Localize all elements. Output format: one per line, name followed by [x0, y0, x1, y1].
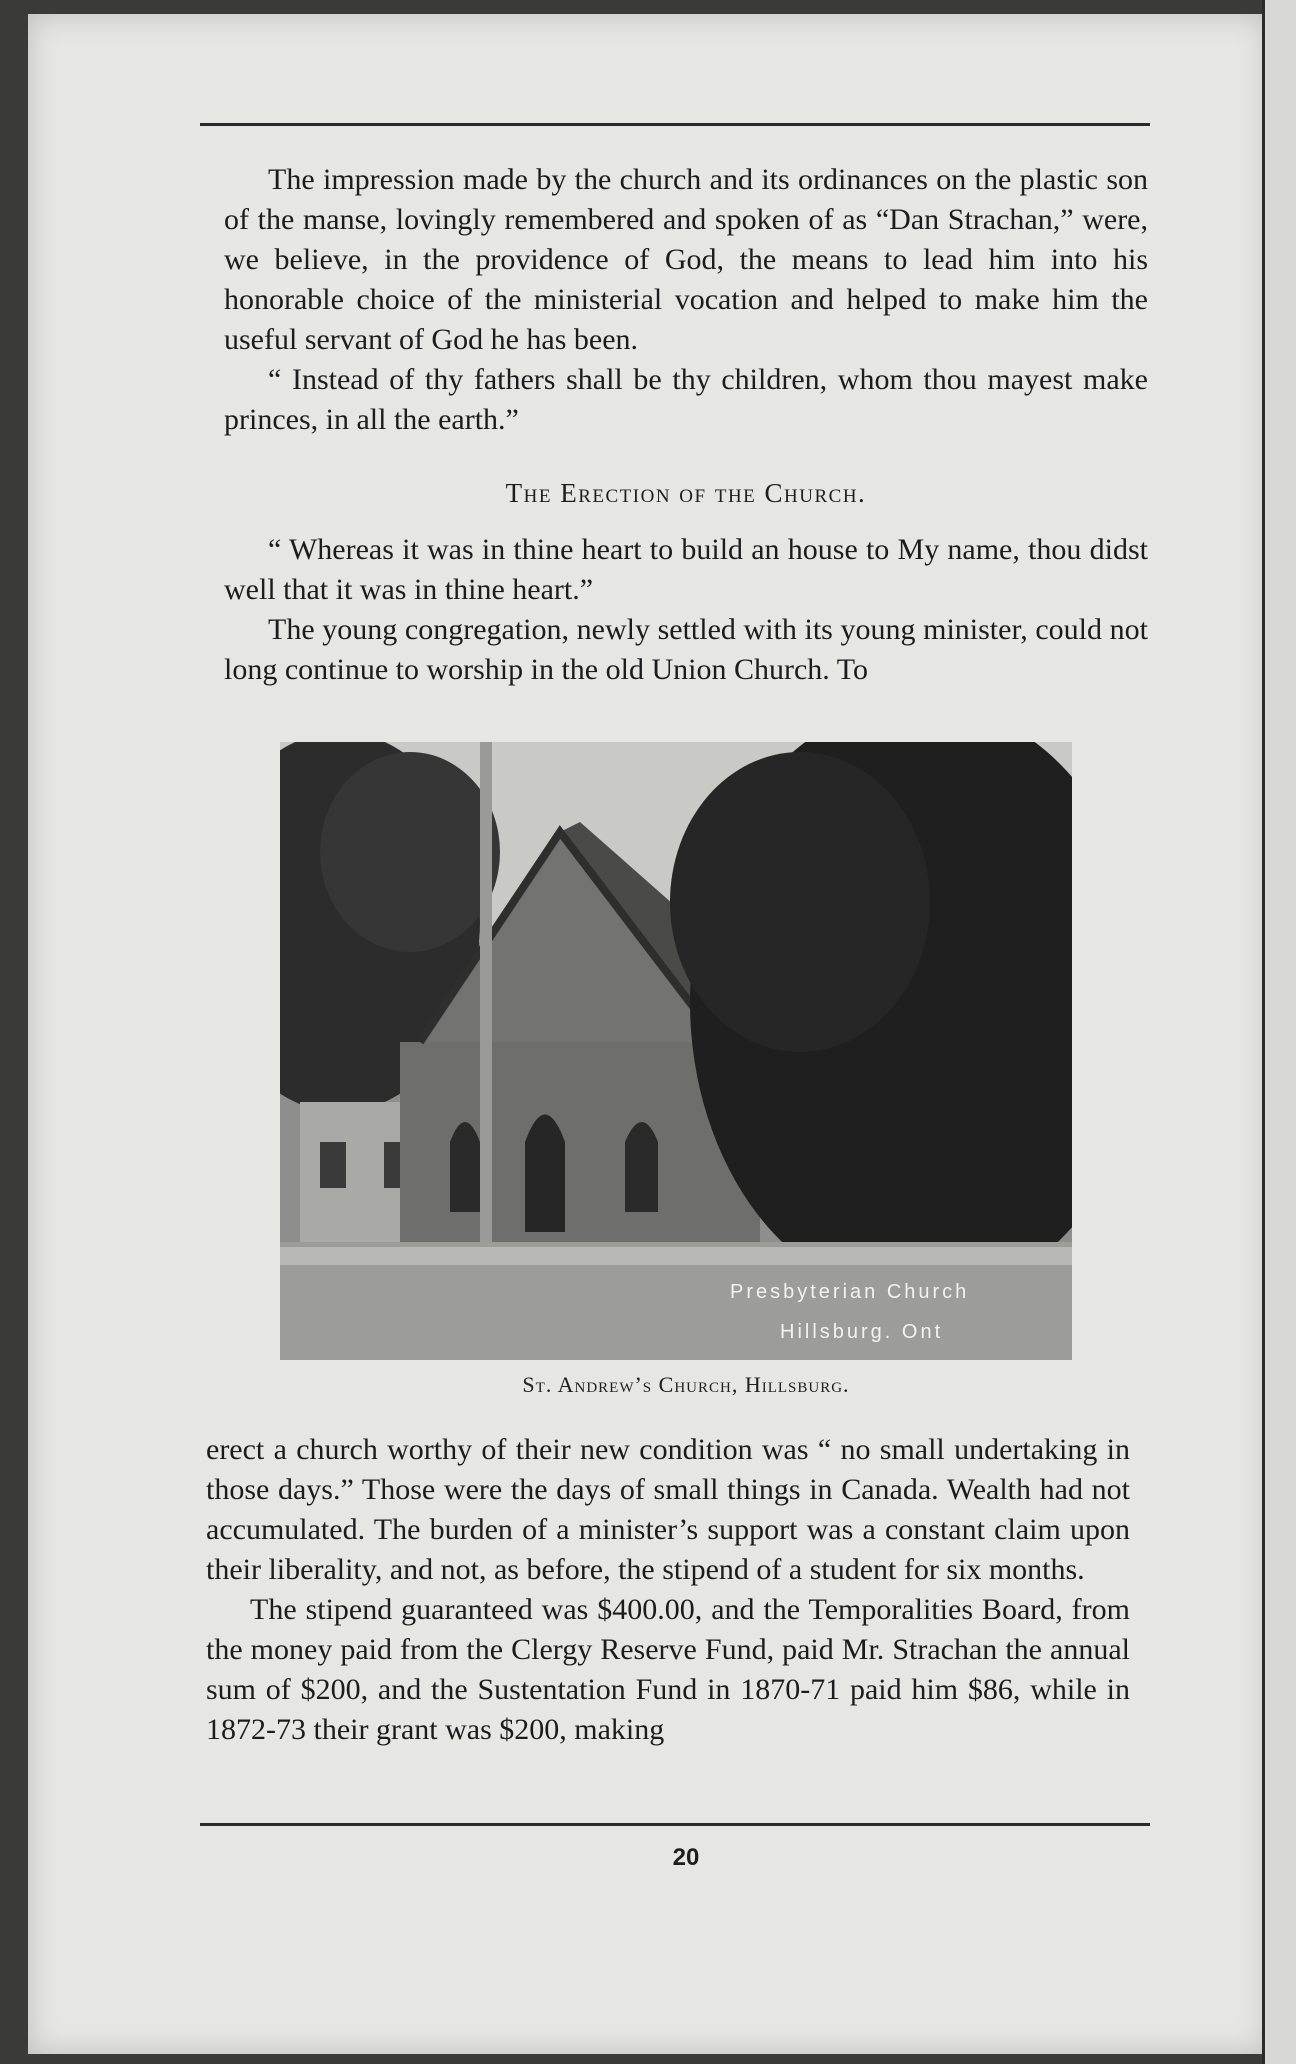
- paragraph: “ Whereas it was in thine heart to build an house to My name, thou didst well that it was in thine heart.”: [224, 533, 1148, 606]
- paragraph: The young congregation, newly settled with its young minister, could not long continue to worship in the old Union Church. To: [224, 613, 1148, 686]
- paragraph: erect a church worthy of their new condition was “ no small undertaking in those days.” Those were the days of small things in Canada. Wealth had not accumulated. The burden of a minister’s support was a constant claim upon their liberality, and not, as before, the stipend of a student for six months.: [206, 1433, 1130, 1586]
- photo-inscription-line2: Hillsburg. Ont: [780, 1321, 944, 1343]
- photo-inscription-line1: Presbyterian Church: [730, 1281, 970, 1303]
- top-text-block: [224, 160, 1148, 440]
- bottom-rule: [200, 1823, 1150, 1826]
- page-number: 20: [672, 1844, 700, 1871]
- section-heading: The Erection of the Church.: [505, 478, 867, 508]
- top-rule: [200, 123, 1150, 126]
- paragraph: The impression made by the church and its ordinances on the plastic son of the manse, lovingly remembered and spoken of as “Dan Strachan,” were, we believe, in the providence of God, the means to lead him into his honorable choice of the ministerial vocation and helped to make him the useful servant of God he has been.: [224, 163, 1148, 356]
- page-edge: [1262, 0, 1296, 2064]
- bottom-text-block: [206, 1430, 1130, 1750]
- paragraph: “ Instead of thy fathers shall be thy children, whom thou mayest make princes, in all the earth.”: [224, 363, 1148, 436]
- church-photograph: [280, 742, 1072, 1360]
- paragraph: The stipend guaranteed was $400.00, and the Temporalities Board, from the money paid from the Clergy Reserve Fund, paid Mr. Strachan the annual sum of $200, and the Sustentation Fund in 1870-71 paid him $86, while in 1872-73 their grant was $200, making: [206, 1593, 1130, 1746]
- mid-text-block: [224, 530, 1148, 690]
- photo-caption: St. Andrew’s Church, Hillsburg.: [522, 1372, 850, 1397]
